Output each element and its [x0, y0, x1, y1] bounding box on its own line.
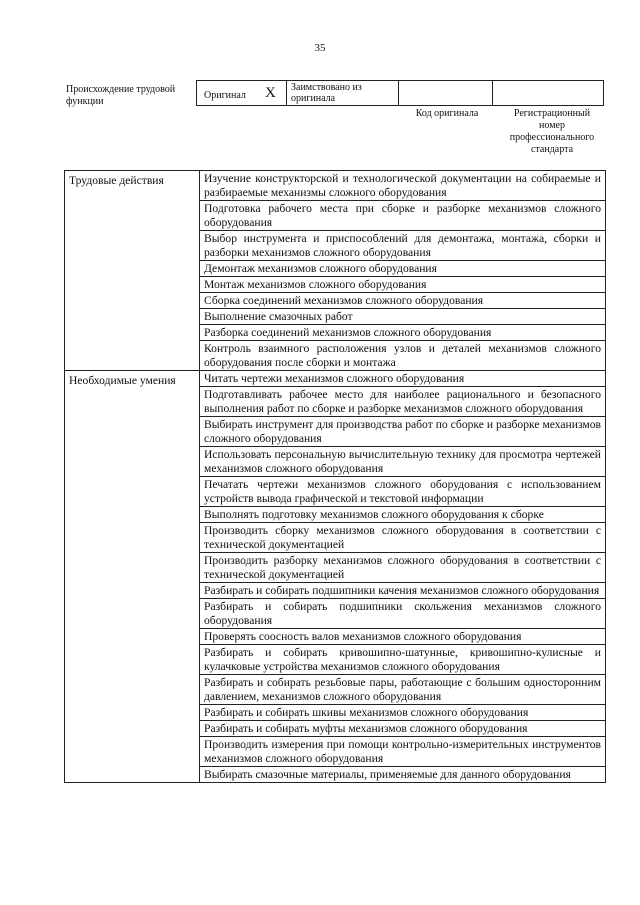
table-item: Демонтаж механизмов сложного оборудования [200, 261, 606, 277]
code-cell [399, 81, 493, 105]
table-item: Проверять соосность валов механизмов сложного оборудования [200, 629, 606, 645]
origin-box [196, 80, 604, 106]
table-row [65, 371, 606, 387]
table-item: Выполнять подготовку механизмов сложного оборудования к сборке [200, 507, 606, 523]
table-item: Разбирать и собирать подшипники качения механизмов сложного оборудования [200, 583, 606, 599]
labor-function-table [64, 170, 606, 783]
table-item: Производить разборку механизмов сложного оборудования в соответствии с технической документацией [200, 553, 606, 583]
original-mark: X [265, 85, 276, 101]
table-item: Разбирать и собирать резьбовые пары, работающие с большим односторонним давлением, механизмов сложного оборудования [200, 675, 606, 705]
section-header: Трудовые действия [65, 171, 200, 371]
table-item: Разбирать и собирать подшипники скольжения механизмов сложного оборудования [200, 599, 606, 629]
table-row [65, 171, 606, 201]
origin-label: Происхождение трудовой функции [66, 84, 176, 107]
borrowed-cell: Заимствовано из оригинала [287, 81, 399, 105]
table-item: Разбирать и собирать кривошипно-шатунные, кривошипно-кулисные и кулачковые устройства механизмов сложного оборудования [200, 645, 606, 675]
table-item: Контроль взаимного расположения узлов и деталей механизмов сложного оборудования после сборки и монтажа [200, 341, 606, 371]
table-item: Разборка соединений механизмов сложного оборудования [200, 325, 606, 341]
section-header: Необходимые умения [65, 371, 200, 783]
table-item: Сборка соединений механизмов сложного оборудования [200, 293, 606, 309]
table-item: Подготавливать рабочее место для наиболее рационального и безопасного выполнения работ по сборке и разборке механизмов сложного оборудования [200, 387, 606, 417]
table-item: Подготовка рабочего места при сборке и разборке механизмов сложного оборудования [200, 201, 606, 231]
table-item: Выбор инструмента и приспособлений для демонтажа, монтажа, сборки и разборки механизмов сложного оборудования [200, 231, 606, 261]
table-item: Выбирать инструмент для производства работ по сборке и разборке механизмов сложного оборудования [200, 417, 606, 447]
table-item: Монтаж механизмов сложного оборудования [200, 277, 606, 293]
table-item: Использовать персональную вычислительную технику для просмотра чертежей механизмов сложного оборудования [200, 447, 606, 477]
table-item: Печатать чертежи механизмов сложного оборудования с использованием устройств вывода графической и текстовой информации [200, 477, 606, 507]
table-item: Выбирать смазочные материалы, применяемые для данного оборудования [200, 767, 606, 783]
table-item: Производить измерения при помощи контрольно-измерительных инструментов механизмов сложного оборудования [200, 737, 606, 767]
code-original-caption: Код оригинала [415, 108, 479, 119]
table-body [65, 171, 606, 783]
table-item: Выполнение смазочных работ [200, 309, 606, 325]
table-item: Изучение конструкторской и технологической документации на собираемые и разбираемые механизмы сложного оборудования [200, 171, 606, 201]
table-item: Разбирать и собирать шкивы механизмов сложного оборудования [200, 705, 606, 721]
reg-number-cell [493, 81, 603, 105]
page-number: 35 [314, 42, 326, 54]
table-item: Производить сборку механизмов сложного оборудования в соответствии с технической документацией [200, 523, 606, 553]
table-item: Читать чертежи механизмов сложного оборудования [200, 371, 606, 387]
table-item: Разбирать и собирать муфты механизмов сложного оборудования [200, 721, 606, 737]
reg-number-caption: Регистрационный номер профессионального стандарта [509, 108, 595, 155]
original-label: Оригинал [204, 90, 246, 101]
original-cell [197, 81, 287, 105]
